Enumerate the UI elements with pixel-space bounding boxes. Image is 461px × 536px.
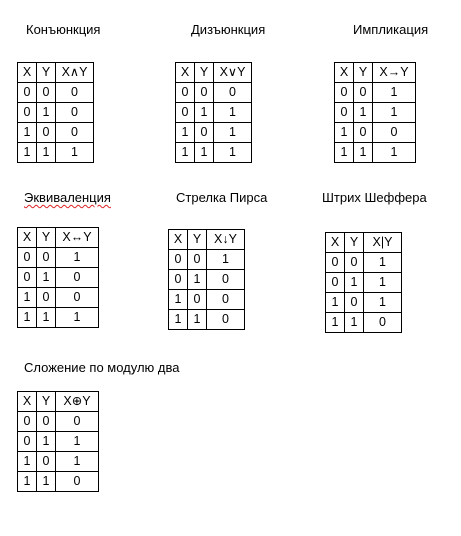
table-row — [18, 472, 99, 492]
cell-x: 0 — [18, 83, 37, 103]
cell-y: 1 — [37, 103, 56, 123]
cell-y: 1 — [195, 103, 214, 123]
table-row — [18, 412, 99, 432]
cell-y: 0 — [195, 83, 214, 103]
table-row — [335, 103, 416, 123]
cell-x: 1 — [169, 290, 188, 310]
cell-y: 0 — [195, 123, 214, 143]
cell-result: 0 — [214, 83, 252, 103]
cell-x: 0 — [176, 83, 195, 103]
table-row — [18, 83, 94, 103]
cell-y: 0 — [37, 248, 56, 268]
cell-y: 0 — [354, 83, 373, 103]
cell-x: 1 — [176, 143, 195, 163]
table-row — [176, 143, 252, 163]
table-header-row — [326, 233, 402, 253]
truth-table-implication — [334, 62, 416, 163]
cell-result: 1 — [56, 308, 99, 328]
truth-table-peirce-arrow — [168, 229, 245, 330]
header-x: X — [169, 230, 188, 250]
cell-y: 1 — [188, 310, 207, 330]
truth-table-equivalence — [17, 227, 99, 328]
table-row — [18, 268, 99, 288]
cell-y: 1 — [37, 268, 56, 288]
cell-result: 1 — [214, 143, 252, 163]
header-y: Y — [345, 233, 364, 253]
table-row — [326, 313, 402, 333]
header-result: X↓Y — [207, 230, 245, 250]
table-row — [169, 270, 245, 290]
cell-x: 0 — [18, 412, 37, 432]
cell-x: 0 — [335, 83, 354, 103]
cell-result: 1 — [214, 123, 252, 143]
table-header-row — [169, 230, 245, 250]
cell-y: 1 — [354, 143, 373, 163]
header-y: Y — [188, 230, 207, 250]
table-row — [335, 83, 416, 103]
cell-x: 0 — [176, 103, 195, 123]
cell-result: 1 — [364, 293, 402, 313]
cell-y: 1 — [37, 143, 56, 163]
title-conjunction: Конъюнкция — [26, 22, 101, 37]
cell-x: 1 — [326, 293, 345, 313]
cell-x: 0 — [18, 268, 37, 288]
table-row — [335, 123, 416, 143]
cell-result: 1 — [56, 452, 99, 472]
cell-y: 0 — [354, 123, 373, 143]
header-result: X∨Y — [214, 63, 252, 83]
table-header-row — [18, 392, 99, 412]
cell-result: 1 — [373, 83, 416, 103]
table-row — [18, 452, 99, 472]
cell-x: 0 — [335, 103, 354, 123]
truth-table-conjunction — [17, 62, 94, 163]
table-header-row — [18, 63, 94, 83]
cell-result: 0 — [207, 270, 245, 290]
cell-y: 0 — [37, 288, 56, 308]
table-row — [18, 432, 99, 452]
cell-y: 0 — [188, 290, 207, 310]
table-row — [326, 273, 402, 293]
cell-x: 1 — [18, 123, 37, 143]
cell-x: 1 — [18, 472, 37, 492]
table-row — [326, 253, 402, 273]
header-y: Y — [37, 392, 56, 412]
cell-result: 1 — [214, 103, 252, 123]
cell-x: 0 — [169, 270, 188, 290]
cell-result: 1 — [56, 248, 99, 268]
table-row — [169, 250, 245, 270]
title-peirce-arrow: Стрелка Пирса — [176, 190, 268, 205]
cell-x: 1 — [326, 313, 345, 333]
table-header-row — [335, 63, 416, 83]
cell-x: 1 — [18, 308, 37, 328]
cell-result: 0 — [56, 412, 99, 432]
header-y: Y — [37, 228, 56, 248]
cell-result: 1 — [373, 143, 416, 163]
cell-result: 0 — [56, 268, 99, 288]
cell-y: 1 — [345, 313, 364, 333]
cell-y: 1 — [345, 273, 364, 293]
cell-y: 0 — [37, 123, 56, 143]
cell-x: 1 — [176, 123, 195, 143]
header-result: X|Y — [364, 233, 402, 253]
cell-result: 0 — [56, 103, 94, 123]
cell-result: 0 — [373, 123, 416, 143]
header-x: X — [18, 392, 37, 412]
table-header-row — [176, 63, 252, 83]
cell-x: 1 — [335, 143, 354, 163]
cell-result: 0 — [56, 288, 99, 308]
header-result: X→Y — [373, 63, 416, 83]
cell-x: 0 — [18, 432, 37, 452]
cell-x: 0 — [18, 103, 37, 123]
table-header-row — [18, 228, 99, 248]
table-row — [176, 123, 252, 143]
cell-y: 0 — [345, 253, 364, 273]
header-y: Y — [354, 63, 373, 83]
table-row — [18, 123, 94, 143]
title-xor: Сложение по модулю два — [24, 360, 180, 375]
table-row — [169, 290, 245, 310]
cell-result: 0 — [56, 123, 94, 143]
truth-table-xor — [17, 391, 99, 492]
cell-x: 0 — [326, 253, 345, 273]
cell-y: 1 — [37, 472, 56, 492]
cell-result: 1 — [56, 143, 94, 163]
cell-result: 1 — [373, 103, 416, 123]
header-y: Y — [195, 63, 214, 83]
cell-y: 0 — [188, 250, 207, 270]
table-row — [335, 143, 416, 163]
cell-result: 0 — [56, 472, 99, 492]
truth-table-disjunction — [175, 62, 252, 163]
cell-y: 0 — [37, 412, 56, 432]
table-row — [18, 103, 94, 123]
table-row — [176, 83, 252, 103]
header-x: X — [18, 228, 37, 248]
cell-result: 1 — [56, 432, 99, 452]
cell-x: 1 — [18, 143, 37, 163]
table-row — [169, 310, 245, 330]
header-result: X∧Y — [56, 63, 94, 83]
cell-x: 0 — [326, 273, 345, 293]
cell-x: 1 — [18, 288, 37, 308]
cell-x: 1 — [169, 310, 188, 330]
cell-x: 1 — [335, 123, 354, 143]
table-row — [326, 293, 402, 313]
cell-x: 1 — [18, 452, 37, 472]
header-y: Y — [37, 63, 56, 83]
cell-result: 0 — [56, 83, 94, 103]
cell-x: 0 — [169, 250, 188, 270]
cell-y: 0 — [37, 83, 56, 103]
header-x: X — [18, 63, 37, 83]
header-result: X↔Y — [56, 228, 99, 248]
cell-y: 1 — [37, 432, 56, 452]
header-x: X — [326, 233, 345, 253]
cell-y: 1 — [354, 103, 373, 123]
title-implication: Импликация — [353, 22, 429, 37]
cell-result: 0 — [207, 310, 245, 330]
cell-result: 0 — [364, 313, 402, 333]
header-result: X⊕Y — [56, 392, 99, 412]
cell-result: 1 — [364, 253, 402, 273]
cell-result: 1 — [207, 250, 245, 270]
table-row — [176, 103, 252, 123]
cell-y: 1 — [195, 143, 214, 163]
table-row — [18, 143, 94, 163]
truth-table-sheffer-stroke — [325, 232, 402, 333]
header-x: X — [335, 63, 354, 83]
table-row — [18, 308, 99, 328]
title-sheffer-stroke: Штрих Шеффера — [322, 190, 427, 205]
cell-result: 0 — [207, 290, 245, 310]
title-disjunction: Дизъюнкция — [191, 22, 266, 37]
cell-result: 1 — [364, 273, 402, 293]
cell-y: 1 — [37, 308, 56, 328]
title-equivalence: Эквиваленция — [24, 190, 111, 205]
cell-x: 0 — [18, 248, 37, 268]
table-row — [18, 248, 99, 268]
cell-y: 0 — [37, 452, 56, 472]
header-x: X — [176, 63, 195, 83]
cell-y: 1 — [188, 270, 207, 290]
cell-y: 0 — [345, 293, 364, 313]
table-row — [18, 288, 99, 308]
